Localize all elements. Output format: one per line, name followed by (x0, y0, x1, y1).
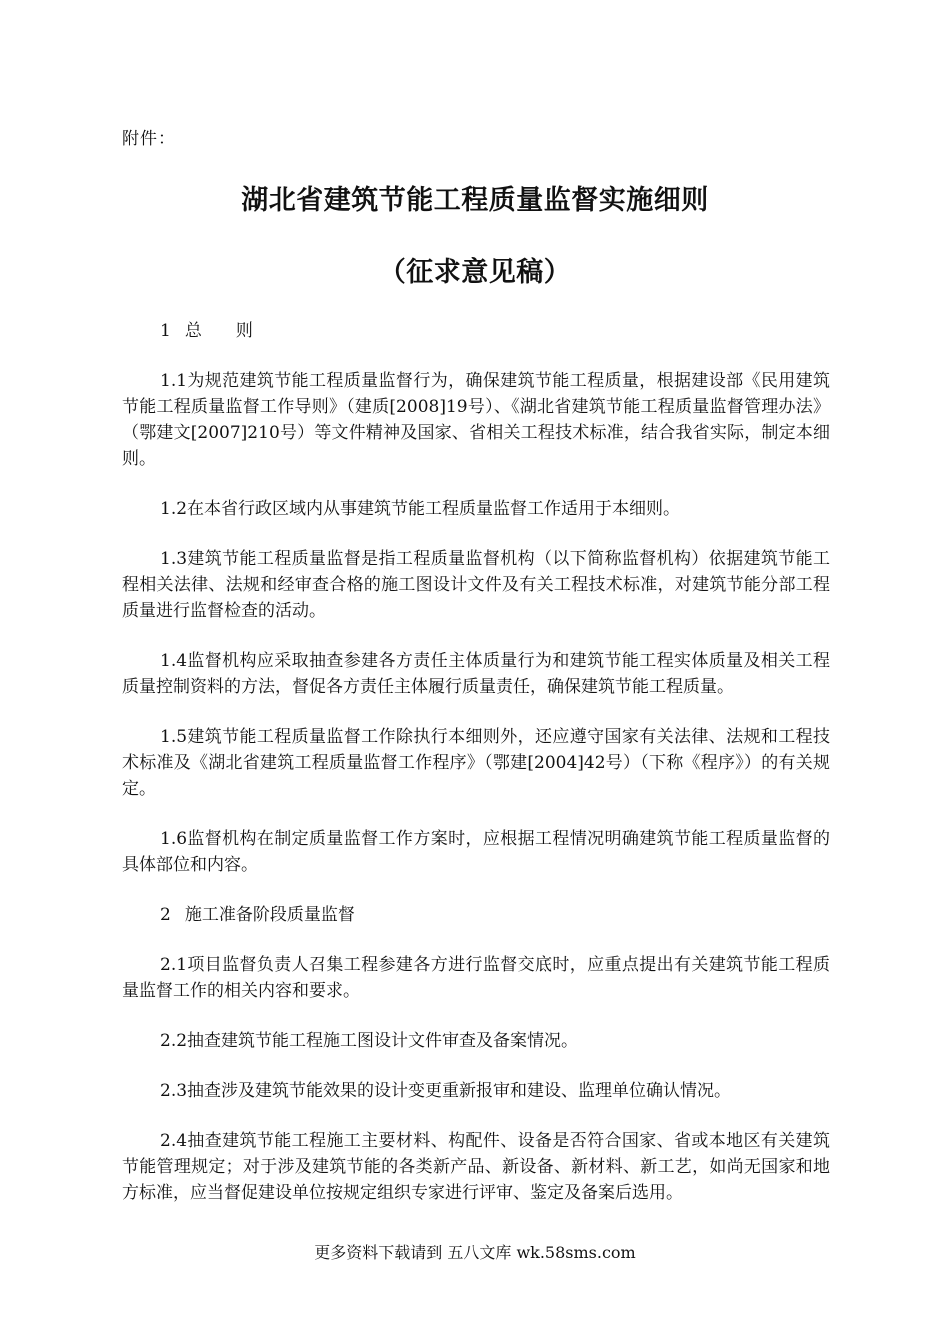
paragraph-2-3: 2.3抽查涉及建筑节能效果的设计变更重新报审和建设、监理单位确认情况。 (160, 1081, 732, 1101)
document-subtitle: （征求意见稿） (378, 257, 572, 288)
section-number: 1 (160, 321, 171, 341)
paragraph-1-3: 1.3建筑节能工程质量监督是指工程质量监督机构（以下简称监督机构）依据建筑节能工程相关法律、法规和经审查合格的施工图设计文件及有关工程技术标准，对建筑节能分部工程质量进行监督检查的活动。 (122, 549, 830, 621)
document-body (122, 318, 830, 1230)
paragraph-1-5: 1.5建筑节能工程质量监督工作除执行本细则外，还应遵守国家有关法律、法规和工程技术标准及《湖北省建筑工程质量监督工作程序》（鄂建[2004]42号）（下称《程序》）的有关规定。 (122, 727, 830, 799)
section-heading-1 (122, 318, 830, 344)
paragraph-1-6: 1.6监督机构在制定质量监督工作方案时，应根据工程情况明确建筑节能工程质量监督的具体部位和内容。 (122, 829, 830, 875)
paragraph-2-1: 2.1项目监督负责人召集工程参建各方进行监督交底时，应重点提出有关建筑节能工程质量监督工作的相关内容和要求。 (122, 955, 830, 1001)
section-heading-2 (122, 902, 830, 928)
attachment-label: 附件： (122, 129, 176, 149)
section-title: 总 则 (184, 321, 253, 341)
paragraph-1-1: 1.1为规范建筑节能工程质量监督行为，确保建筑节能工程质量，根据建设部《民用建筑节能工程质量监督工作导则》（建质[2008]19号）、《湖北省建筑节能工程质量监督管理办法》（鄂建文[2007]210号）等文件精神及国家、省相关工程技术标准，结合我省实际，制定本细则。 (122, 371, 830, 469)
section-number: 2 (160, 905, 171, 925)
footer-download-note: 更多资料下载请到 五八文库 wk.58sms.com (314, 1243, 636, 1262)
document-title: 湖北省建筑节能工程质量监督实施细则 (241, 185, 709, 216)
paragraph-1-2: 1.2在本省行政区域内从事建筑节能工程质量监督工作适用于本细则。 (160, 499, 681, 519)
section-title: 施工准备阶段质量监督 (184, 905, 355, 925)
paragraph-1-4: 1.4监督机构应采取抽查参建各方责任主体质量行为和建筑节能工程实体质量及相关工程质量控制资料的方法，督促各方责任主体履行质量责任，确保建筑节能工程质量。 (122, 651, 830, 697)
paragraph-2-4: 2.4抽查建筑节能工程施工主要材料、构配件、设备是否符合国家、省或本地区有关建筑节能管理规定；对于涉及建筑节能的各类新产品、新设备、新材料、新工艺，如尚无国家和地方标准，应当督促建设单位按规定组织专家进行评审、鉴定及备案后选用。 (122, 1131, 830, 1203)
paragraph-2-2: 2.2抽查建筑节能工程施工图设计文件审查及备案情况。 (160, 1031, 579, 1051)
